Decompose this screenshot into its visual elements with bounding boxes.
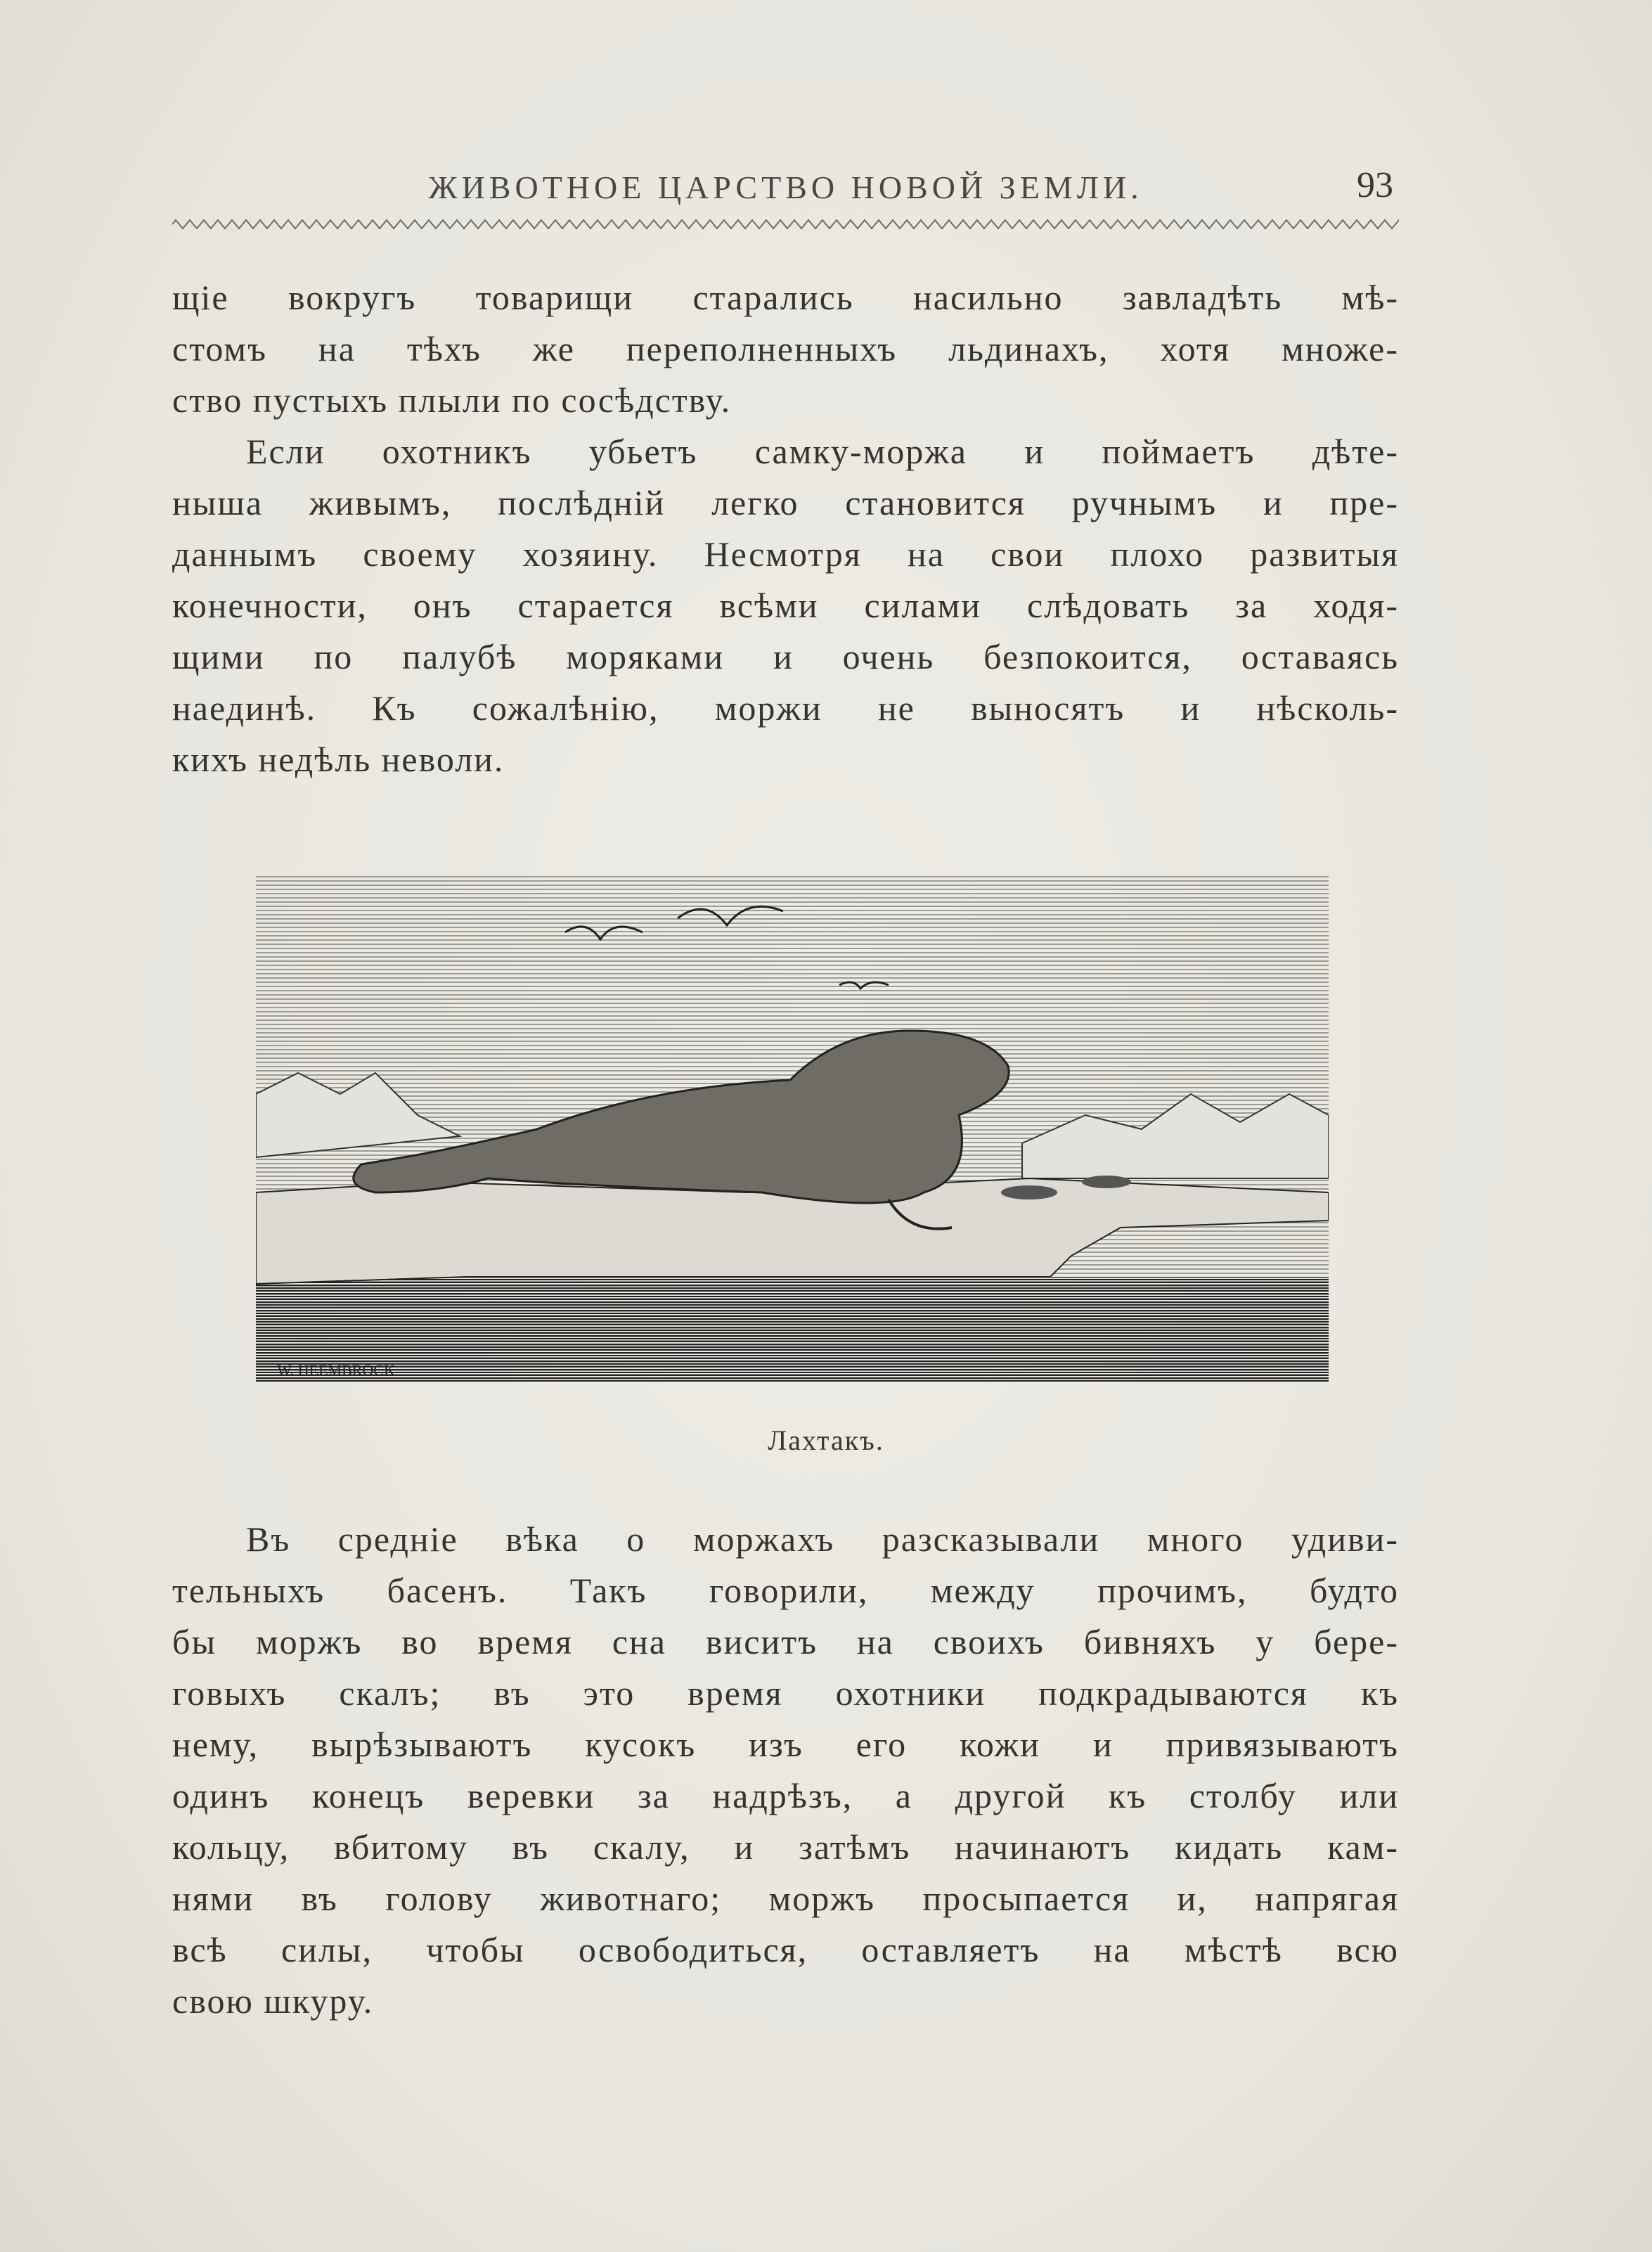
text-line: даннымъ своему хозяину. Несмотря на свои плохо развитыя [172, 534, 1399, 574]
text-line: наединѣ. Къ сожалѣнію, моржи не выносятъ и нѣсколь- [172, 688, 1399, 728]
running-head [172, 165, 1399, 211]
text-line: нями въ голову животнаго; моржъ просыпается и, напрягая [172, 1879, 1399, 1918]
text-block-top [172, 272, 1399, 785]
text-line: всѣ силы, чтобы освободиться, оставляетъ на мѣстѣ всю [172, 1930, 1399, 1969]
text-line: щіе вокругъ товарищи старались насильно завладѣть мѣ- [172, 278, 1399, 317]
text-line: нему, вырѣзываютъ кусокъ изъ его кожи и привязываютъ [172, 1725, 1399, 1764]
text-line: стомъ на тѣхъ же переполненныхъ льдинахъ, хотя множе- [172, 329, 1399, 368]
seal-engraving-illustration [256, 862, 1329, 1386]
text-line: бы моржъ во время сна виситъ на своихъ бивняхъ у бере- [172, 1622, 1399, 1661]
text-line: кихъ недѣль неволи. [172, 740, 505, 779]
wavy-rule [172, 217, 1399, 232]
text-line: одинъ конецъ веревки за надрѣзъ, а другой къ столбу или [172, 1776, 1399, 1815]
text-line: кольцу, вбитому въ скалу, и затѣмъ начинаютъ кидать кам- [172, 1827, 1399, 1867]
engraver-signature: W. HEEMBROCK [277, 1361, 395, 1379]
running-head-title: ЖИВОТНОЕ ЦАРСТВО НОВОЙ ЗЕМЛИ. [428, 169, 1143, 205]
text-line: тельныхъ басенъ. Такъ говорили, между прочимъ, будто [172, 1571, 1399, 1610]
text-line: ныша живымъ, послѣдній легко становится ручнымъ и пре- [172, 483, 1399, 522]
text-line: щими по палубѣ моряками и очень безпокоится, оставаясь [172, 637, 1399, 676]
text-line: ство пустыхъ плыли по сосѣдству. [172, 380, 732, 420]
text-line: говыхъ скалъ; въ это время охотники подкрадываются къ [172, 1673, 1399, 1713]
text-line: Въ средніе вѣка о моржахъ разсказывали много удиви- [246, 1519, 1399, 1559]
text-block-bottom [172, 1514, 1399, 2027]
figure-caption: Лахтакъ. [768, 1424, 884, 1456]
text-line: конечности, онъ старается всѣми силами слѣдовать за ходя- [172, 586, 1399, 625]
text-line: Если охотникъ убьетъ самку-моржа и поймаетъ дѣте- [246, 432, 1399, 471]
page-number: 93 [1357, 165, 1393, 205]
text-line: свою шкуру. [172, 1981, 374, 2021]
